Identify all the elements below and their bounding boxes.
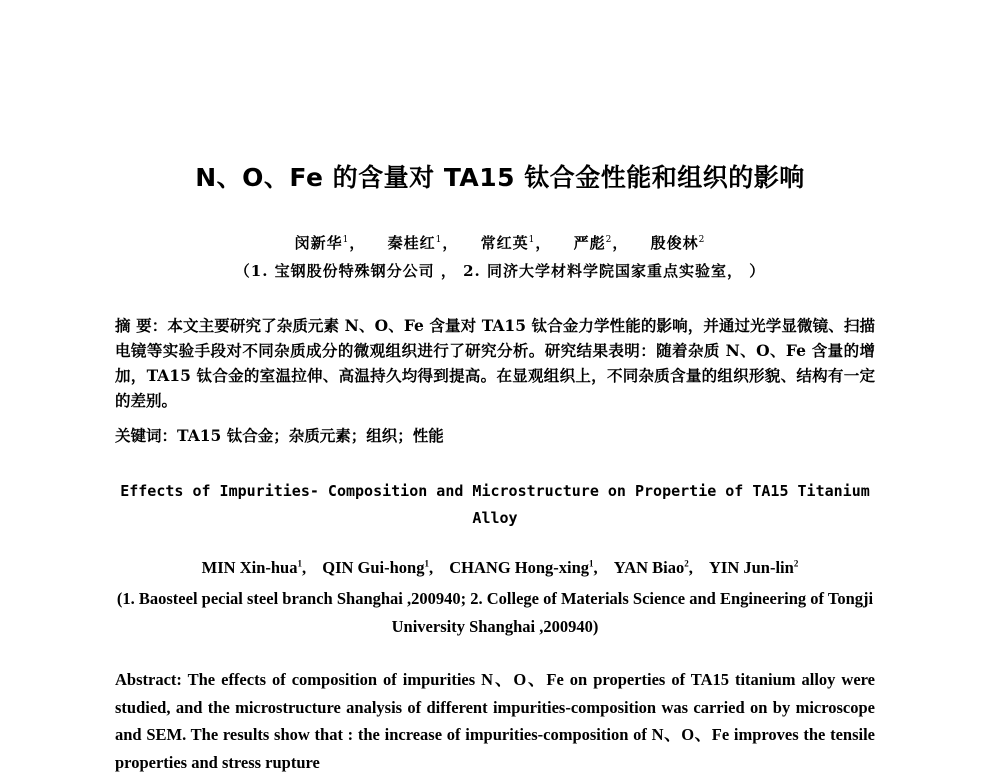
abstract-cn-text: 本文主要研究了杂质元素 N、O、Fe 含量对 TA15 钛合金力学性能的影响，并通过光学显微镜、扫描电镜等实验手段对不同杂质成分的微观组织进行了研究分析。研究结果表明：随着杂质 N、O、Fe 含量的增加，TA15 钛合金的室温拉伸、高温持久均得到提高。在显观组织上，不同杂质含量的组织形貌、结构有一定的差别。 [115,316,875,410]
abstract-cn-label: 摘 要： [115,316,168,335]
title-chinese: N、O、Fe 的含量对 TA15 钛合金性能和组织的影响 [195,163,805,192]
keywords-chinese [115,423,875,448]
author-cn: 闵新华$^1$， [294,234,366,252]
author-en: CHANG Hong-xing$^1$, [449,558,598,577]
author-en: YIN Jun-lin$^2$ [709,558,799,577]
keywords-cn-label: 关键词： [115,426,178,445]
author-cn: 秦桂红$^1$， [387,234,459,252]
author-cn: 殷俊林$^2$ [650,234,706,252]
abstract-chinese [115,313,875,413]
author-en: MIN Xin-hua$^1$, [201,558,307,577]
keywords-cn-text: TA15 钛合金；杂质元素；组织；性能 [177,426,444,445]
abstract-english [115,666,875,776]
author-en: YAN Biao$^2$, [613,558,693,577]
authors-english [0,558,1000,578]
title-english: Effects of Impurities- Composition and Microstructure on Propertie of TA15 Titanium Alloy [120,482,870,527]
authors-chinese [0,232,1000,253]
abstract-en-text: The effects of composition of impurities N、O、Fe on properties of TA15 titanium alloy were studied, and the microstructure analysis of different impurities-composition was carried on by microscope and SEM. The results show that : the increase of impurities-composition of N、O、Fe improves the tensile properties and stress rupture [115,670,875,772]
author-cn: 严彪$^2$， [573,234,629,252]
affiliations-english: (1. Baosteel pecial steel branch Shanghai ,200940; 2. College of Materials Science and Engineering of Tongji University Shanghai ,200940) [116,589,874,636]
affiliations-chinese: （1. 宝钢股份特殊钢分公司 ， 2. 同济大学材料学院国家重点实验室， ） [234,262,766,280]
author-cn: 常红英$^1$， [480,234,552,252]
abstract-en-label: Abstract: [115,670,182,689]
author-en: QIN Gui-hong$^1$, [322,558,434,577]
